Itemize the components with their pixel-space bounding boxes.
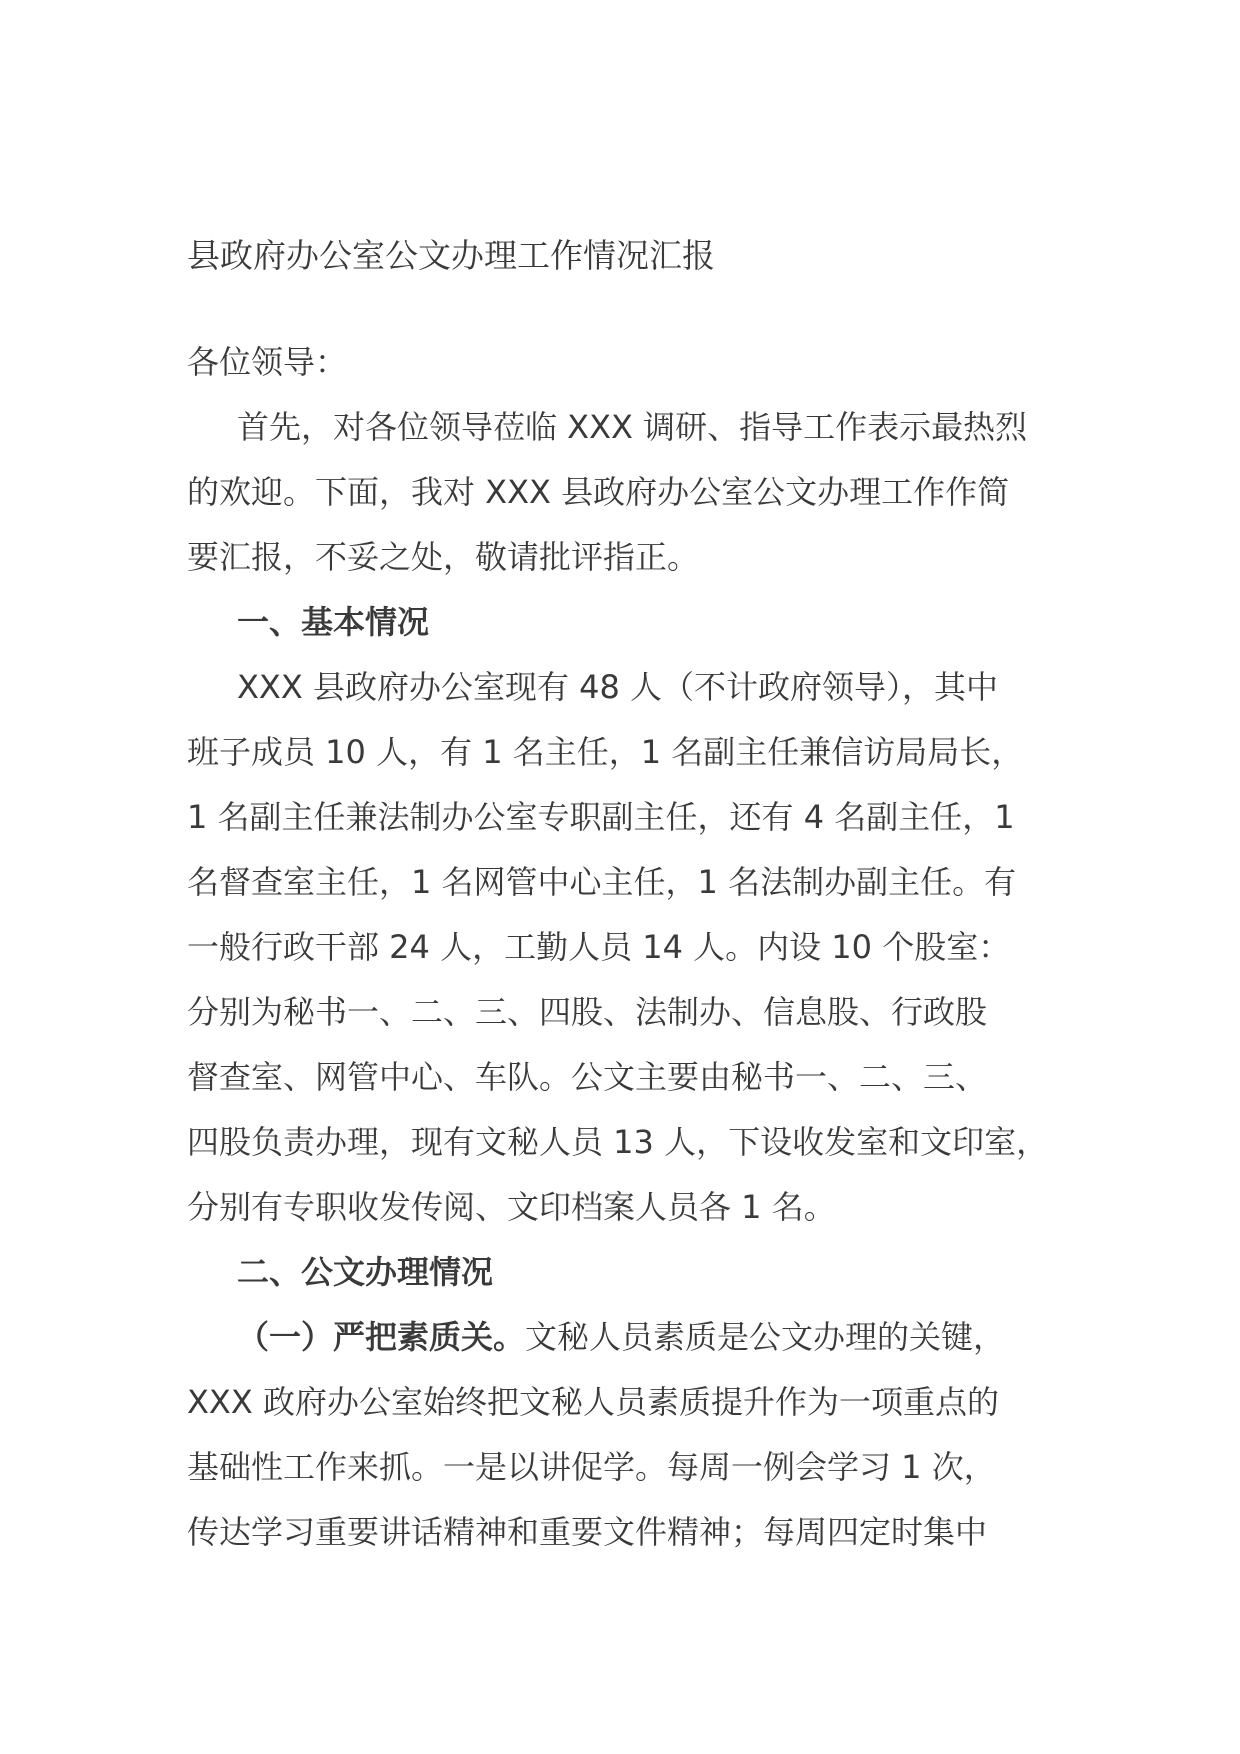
sub1-line-1-text: 文秘人员素质是公文办理的关键， [525, 1318, 1006, 1356]
basic-line-7: 督查室、网管中心、车队。公文主要由秘书一、二、三、 [187, 1058, 988, 1096]
intro-line-3: 要汇报，不妥之处，敬请批评指正。 [187, 538, 700, 576]
document-body [187, 330, 1087, 1565]
basic-line-3: 1 名副主任兼法制办公室专职副主任，还有 4 名副主任，1 [187, 798, 1015, 836]
heading-document-handling: 二、公文办理情况 [237, 1253, 494, 1291]
sub1-lead: （一）严把素质关。 [237, 1318, 526, 1356]
greeting: 各位领导： [187, 343, 348, 381]
document-title: 县政府办公室公文办理工作情况汇报 [187, 236, 715, 275]
basic-line-8: 四股负责办理，现有文秘人员 13 人，下设收发室和文印室， [187, 1123, 1049, 1161]
basic-line-4: 名督查室主任，1 名网管中心主任，1 名法制办副主任。有 [187, 863, 1017, 901]
basic-line-5: 一般行政干部 24 人，工勤人员 14 人。内设 10 个股室： [187, 928, 1011, 966]
sub1-line-4: 传达学习重要讲话精神和重要文件精神；每周四定时集中 [187, 1513, 988, 1551]
intro-line-2: 的欢迎。下面，我对 XXX 县政府办公室公文办理工作作简 [187, 473, 1010, 511]
basic-line-2: 班子成员 10 人，有 1 名主任，1 名副主任兼信访局局长， [187, 733, 1024, 771]
sub1-line-3: 基础性工作来抓。一是以讲促学。每周一例会学习 1 次， [187, 1448, 996, 1486]
sub1-line-2: XXX 政府办公室始终把文秘人员素质提升作为一项重点的 [187, 1383, 999, 1421]
sub1-line-1 [187, 1305, 1087, 1370]
document-page [187, 0, 1087, 1754]
basic-line-6: 分别为秘书一、二、三、四股、法制办、信息股、行政股 [187, 993, 988, 1031]
intro-line-1: 首先，对各位领导莅临 XXX 调研、指导工作表示最热烈 [237, 408, 1028, 446]
heading-basic-situation: 一、基本情况 [237, 603, 430, 641]
basic-line-1: XXX 县政府办公室现有 48 人（不计政府领导），其中 [237, 668, 999, 706]
basic-line-9: 分别有专职收发传阅、文印档案人员各 1 名。 [187, 1188, 836, 1226]
